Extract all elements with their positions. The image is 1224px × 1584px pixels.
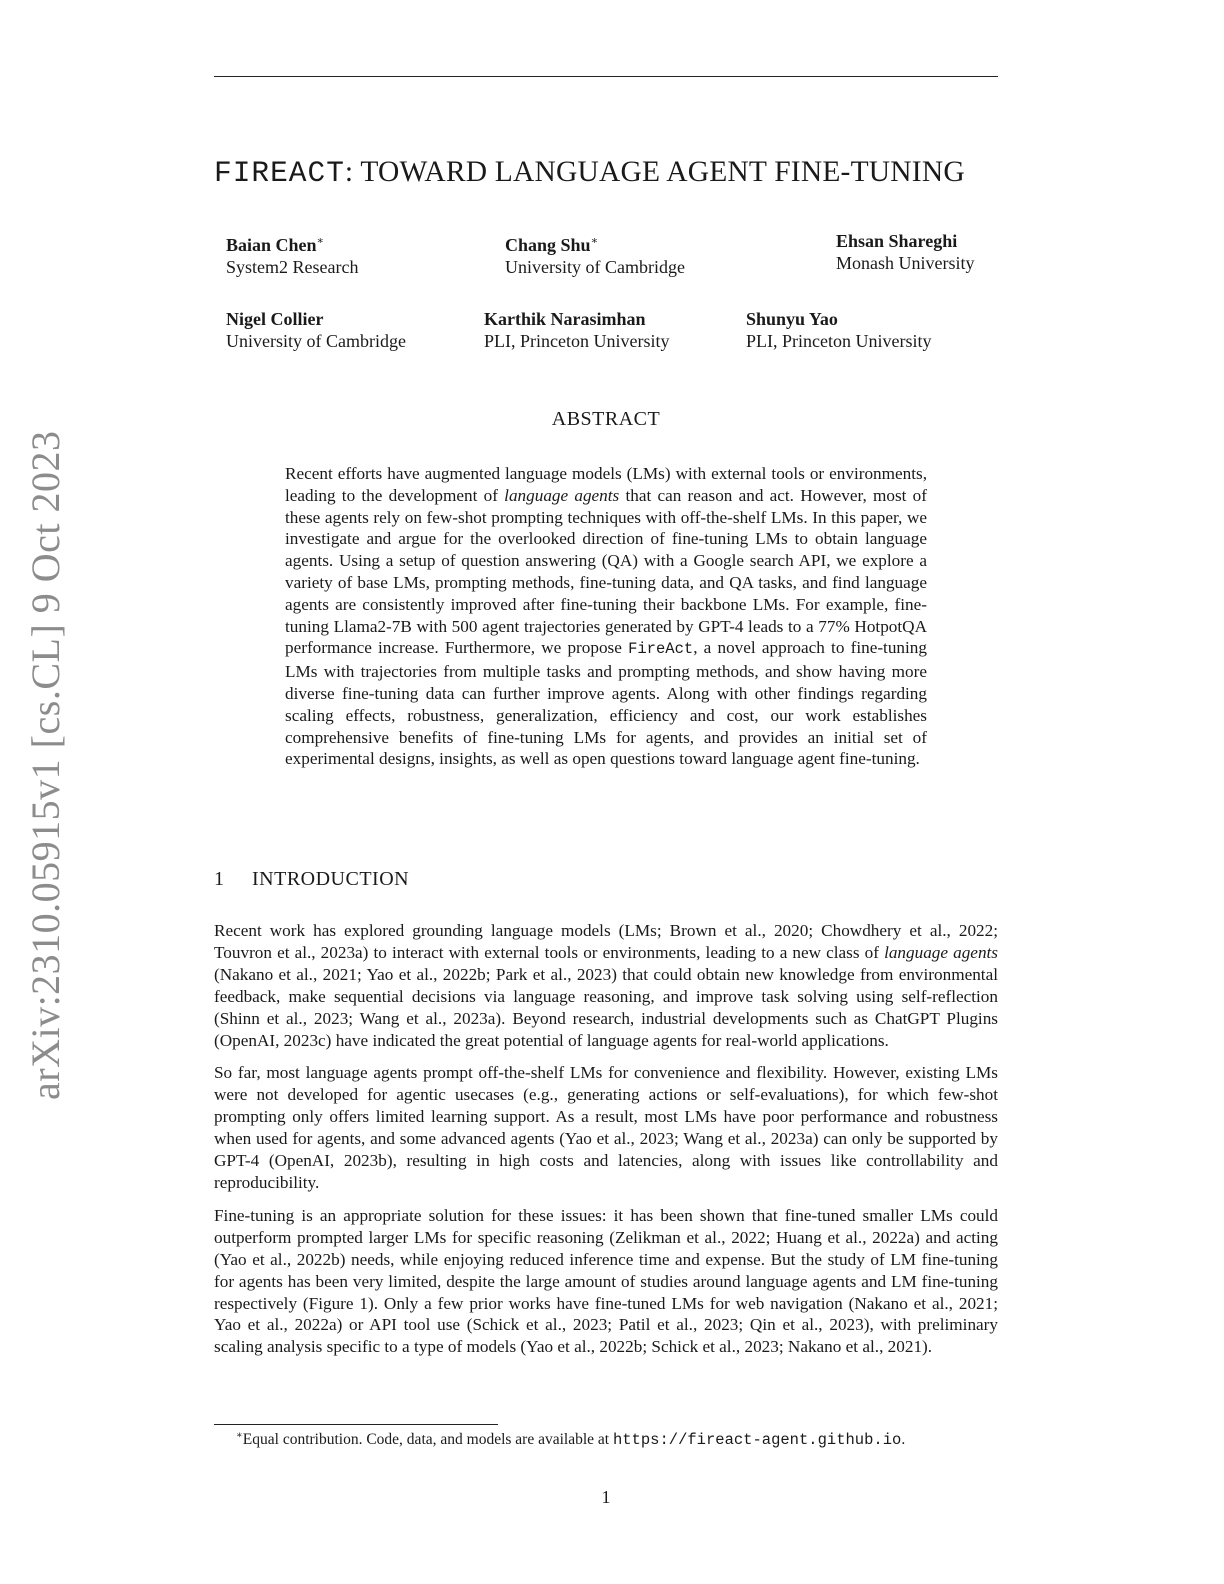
footnote-mark: ∗ xyxy=(236,1430,243,1441)
equal-contribution-mark: ∗ xyxy=(590,235,599,247)
arxiv-identifier-stamp: arXiv:2310.05915v1 [cs.CL] 9 Oct 2023 xyxy=(23,430,68,1100)
author-block xyxy=(484,308,669,352)
author-affiliation: System2 Research xyxy=(226,257,359,277)
project-url-link[interactable]: https://fireact-agent.github.io xyxy=(612,1431,902,1450)
author-name: Ehsan Shareghi xyxy=(836,231,958,251)
author-block xyxy=(226,230,358,278)
author-affiliation: Monash University xyxy=(836,253,975,273)
abstract-text: Recent efforts have augmented language models (LMs) with external tools or environments, leading to the development of xyxy=(285,464,927,505)
abstract-text: that can reason and act. However, most of these agents rely on few-shot prompting techniques with off-the-shelf LMs. In this paper, we investigate and argue for the overlooked direction of fine-tuning LMs to obtain language agents. Using a setup of question answering (QA) with a Google search API, we explore a variety of base LMs, prompting methods, fine-tuning data, and QA tasks, and find language agents are consistently improved after fine-tuning their backbone LMs. For example, fine-tuning Llama2-7B with 500 agent trajectories generated by GPT-4 leads to a 77% HotpotQA performance increase. Furthermore, we propose xyxy=(285,485,927,658)
paragraph xyxy=(214,920,998,1051)
author-block xyxy=(226,308,406,352)
author-block xyxy=(746,308,931,352)
abstract-heading: ABSTRACT xyxy=(551,408,661,430)
section-heading-introduction xyxy=(214,868,409,891)
introduction-body xyxy=(214,920,998,1369)
header-rule xyxy=(214,76,998,77)
paragraph: So far, most language agents prompt off-the-shelf LMs for convenience and flexibility. However, existing LMs were not developed for agentic usecases (e.g., generating actions or self-evaluations), for which few-shot prompting only offers limited learning support. As a result, most LMs have poor performance and robustness when used for agents, and some advanced agents (Yao et al., 2023; Wang et al., 2023a) can only be supported by GPT-4 (OpenAI, 2023b), resulting in high costs and latencies, along with issues like controllability and reproducibility. xyxy=(214,1063,998,1192)
title-system-name: FIREACT xyxy=(214,156,345,190)
footnote-text: . xyxy=(901,1431,906,1449)
author-affiliation: University of Cambridge xyxy=(505,257,685,277)
paragraph-text: Recent work has explored grounding language models (LMs; Brown et al., 2020; Chowdhery et al., 2022; Touvron et al., 2023a) to interact with external tools or environments, leading to a new class of xyxy=(214,921,998,962)
paragraph-emphasis: language agents xyxy=(884,942,998,962)
abstract-emphasis: language agents xyxy=(504,485,620,505)
author-affiliation: PLI, Princeton University xyxy=(746,331,932,351)
paper-title xyxy=(214,156,1004,190)
author-name: Karthik Narasimhan xyxy=(484,309,646,329)
page-number: 1 xyxy=(601,1487,611,1507)
paragraph: Fine-tuning is an appropriate solution for these issues: it has been shown that fine-tuned smaller LMs could outperform prompted larger LMs for specific reasoning (Zelikman et al., 2022; Huang et al., 2022a) and acting (Yao et al., 2022b) needs, while enjoying reduced inference time and expense. But the study of LM fine-tuning for agents has been very limited, despite the large amount of studies around language agents and LM fine-tuning respectively (Figure 1). Only a few prior works have fine-tuned LMs for web navigation (Nakano et al., 2021; Yao et al., 2022a) or API tool use (Schick et al., 2023; Patil et al., 2023; Qin et al., 2023), with preliminary scaling analysis specific to a type of models (Yao et al., 2022b; Schick et al., 2023; Nakano et al., 2021). xyxy=(214,1205,998,1357)
footnote xyxy=(236,1430,1016,1449)
title-rest: : TOWARD LANGUAGE AGENT FINE-TUNING xyxy=(344,156,965,188)
footnote-rule xyxy=(214,1424,498,1425)
author-block xyxy=(505,230,685,278)
section-number: 1 xyxy=(214,868,225,890)
author-name: Nigel Collier xyxy=(226,309,324,329)
abstract-body xyxy=(285,463,927,770)
author-block xyxy=(836,230,975,274)
abstract-system-name: FireAct xyxy=(628,640,694,659)
abstract-text: , a novel approach to fine-tuning LMs with trajectories from multiple tasks and prompting methods, and show having more diverse fine-tuning data can further improve agents. Along with other findings regarding scaling effects, robustness, generalization, efficiency and cost, our work establishes comprehensive benefits of fine-tuning LMs for agents, and provides an initial set of experimental designs, insights, as well as open questions toward language agent fine-tuning. xyxy=(285,638,927,769)
author-name: Baian Chen xyxy=(226,235,317,255)
footnote-text: Equal contribution. Code, data, and models are available at xyxy=(242,1431,613,1449)
paragraph-text: (Nakano et al., 2021; Yao et al., 2022b; Park et al., 2023) that could obtain new knowledge from environmental feedback, make sequential decisions via language reasoning, and improve task solving using self-reflection (Shinn et al., 2023; Wang et al., 2023a). Beyond research, industrial developments such as ChatGPT Plugins (OpenAI, 2023c) have indicated the great potential of language agents for real-world applications. xyxy=(214,964,998,1050)
equal-contribution-mark: ∗ xyxy=(316,235,325,247)
author-name: Chang Shu xyxy=(505,235,591,255)
section-title: INTRODUCTION xyxy=(252,868,410,890)
author-name: Shunyu Yao xyxy=(746,309,838,329)
author-affiliation: University of Cambridge xyxy=(226,331,406,351)
author-affiliation: PLI, Princeton University xyxy=(484,331,670,351)
